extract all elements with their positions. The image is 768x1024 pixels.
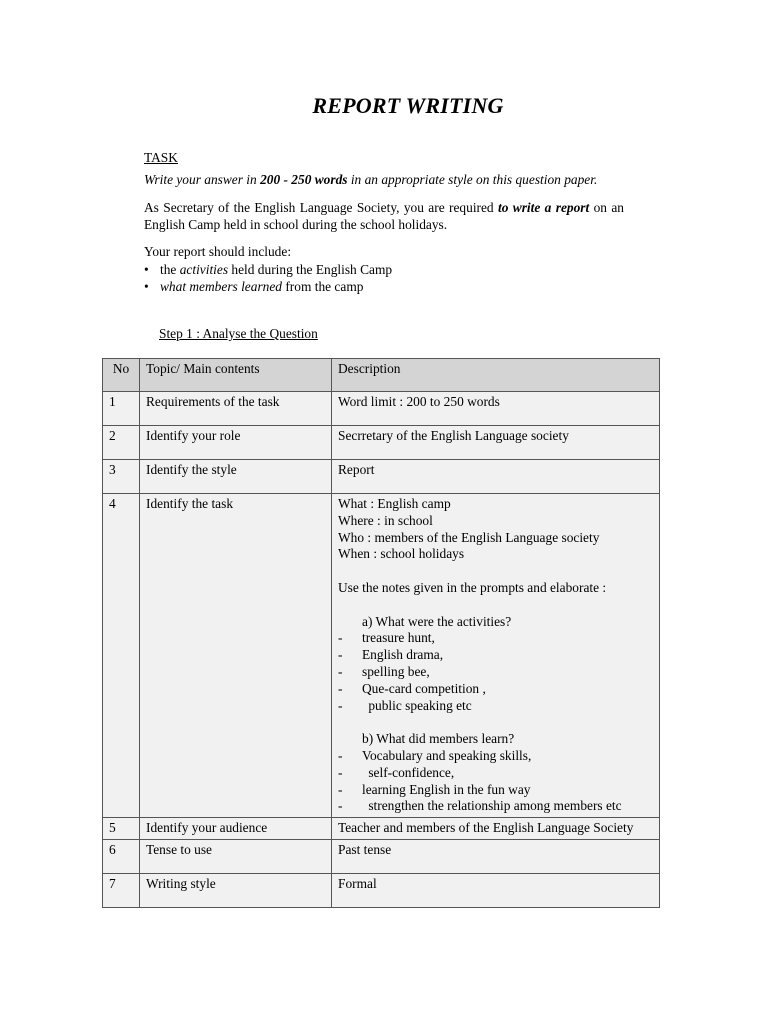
cell-description: Teacher and members of the English Language Society [332, 818, 660, 840]
analysis-table [102, 358, 660, 908]
question-learnings: b) What did members learn? [362, 731, 515, 747]
cell-no: 4 [103, 494, 140, 818]
learning-text: learning English in the fun way [362, 781, 531, 797]
table-row [103, 392, 660, 426]
activity-text: public speaking etc [365, 697, 472, 713]
header-description: Description [332, 359, 660, 392]
list-item [338, 681, 653, 698]
list-item [338, 647, 653, 664]
dash-icon: - [338, 764, 343, 780]
table-row [103, 494, 660, 818]
list-item [338, 765, 653, 782]
list-item [144, 261, 392, 278]
spacer [338, 597, 653, 614]
cell-topic: Tense to use [140, 839, 332, 873]
header-topic: Topic/ Main contents [140, 359, 332, 392]
table-row [103, 426, 660, 460]
cell-no: 2 [103, 426, 140, 460]
activity-text: treasure hunt, [362, 630, 435, 646]
bullet-text: from the camp [282, 279, 364, 294]
cell-description [332, 494, 660, 818]
table-row [103, 818, 660, 840]
table-row [103, 839, 660, 873]
list-item [338, 698, 653, 715]
dash-icon: - [338, 747, 343, 763]
cell-description: Formal [332, 873, 660, 907]
cell-description: Secrretary of the English Language society [332, 426, 660, 460]
dash-icon: - [338, 663, 343, 679]
bullet-icon: • [144, 279, 149, 294]
task-instruction [144, 172, 597, 188]
list-item [338, 798, 653, 815]
cell-description: Past tense [332, 839, 660, 873]
learning-text: strengthen the relationship among members etc [365, 798, 622, 814]
cell-no: 3 [103, 460, 140, 494]
activity-text: spelling bee, [362, 663, 430, 679]
include-intro: Your report should include: [144, 244, 292, 259]
activity-text: Que-card competition , [362, 680, 486, 696]
task-where: Where : in school [338, 512, 433, 528]
dash-icon: - [338, 647, 343, 663]
bullet-emphasis: what members learned [160, 279, 282, 294]
step-heading: Step 1 : Analyse the Question [159, 326, 318, 341]
bullet-icon: • [144, 262, 149, 277]
cell-description: Word limit : 200 to 250 words [332, 392, 660, 426]
scenario-text-end: on an English Camp held in school during the school holidays. [144, 200, 624, 232]
scenario-text-start: As Secretary of the English Language Society, you are required [144, 200, 498, 215]
activity-text: English drama, [362, 647, 444, 663]
cell-topic: Identify your role [140, 426, 332, 460]
dash-icon: - [338, 630, 343, 646]
dash-icon: - [338, 697, 343, 713]
cell-description: Report [332, 460, 660, 494]
table-row [103, 873, 660, 907]
question-activities: a) What were the activities? [362, 613, 512, 629]
header-no: No [103, 359, 140, 392]
learning-text: self-confidence, [365, 764, 455, 780]
dash-icon: - [338, 680, 343, 696]
spacer [338, 714, 653, 731]
spacer [338, 563, 653, 580]
instruction-text-end: in an appropriate style on this question paper. [347, 172, 598, 187]
cell-topic: Identify your audience [140, 818, 332, 840]
cell-topic: Identify the task [140, 494, 332, 818]
learning-text: Vocabulary and speaking skills, [362, 747, 532, 763]
bullet-emphasis: activities [179, 262, 229, 277]
bullet-text: the [160, 262, 180, 277]
task-who: Who : members of the English Language society [338, 529, 600, 545]
cell-topic: Writing style [140, 873, 332, 907]
list-item [338, 782, 653, 799]
list-item [144, 278, 392, 295]
cell-no: 5 [103, 818, 140, 840]
dash-icon: - [338, 781, 343, 797]
cell-no: 1 [103, 392, 140, 426]
dash-icon: - [338, 798, 343, 814]
cell-no: 6 [103, 839, 140, 873]
cell-topic: Identify the style [140, 460, 332, 494]
list-item [338, 748, 653, 765]
table-header-row [103, 359, 660, 392]
task-scenario [144, 199, 624, 233]
instruction-text-start: Write your answer in [144, 172, 261, 187]
page-title: REPORT WRITING [312, 93, 504, 118]
include-list [144, 261, 392, 295]
bullet-text: held during the English Camp [228, 262, 393, 277]
cell-topic: Requirements of the task [140, 392, 332, 426]
notes-intro: Use the notes given in the prompts and elaborate : [338, 579, 607, 595]
task-heading: TASK [144, 150, 178, 165]
scenario-emphasis: to write a report [498, 200, 590, 215]
list-item [338, 664, 653, 681]
list-item [338, 630, 653, 647]
table-row [103, 460, 660, 494]
cell-no: 7 [103, 873, 140, 907]
task-what: What : English camp [338, 496, 451, 511]
task-when: When : school holidays [338, 546, 465, 562]
word-limit-emphasis: 200 - 250 words [260, 172, 348, 187]
